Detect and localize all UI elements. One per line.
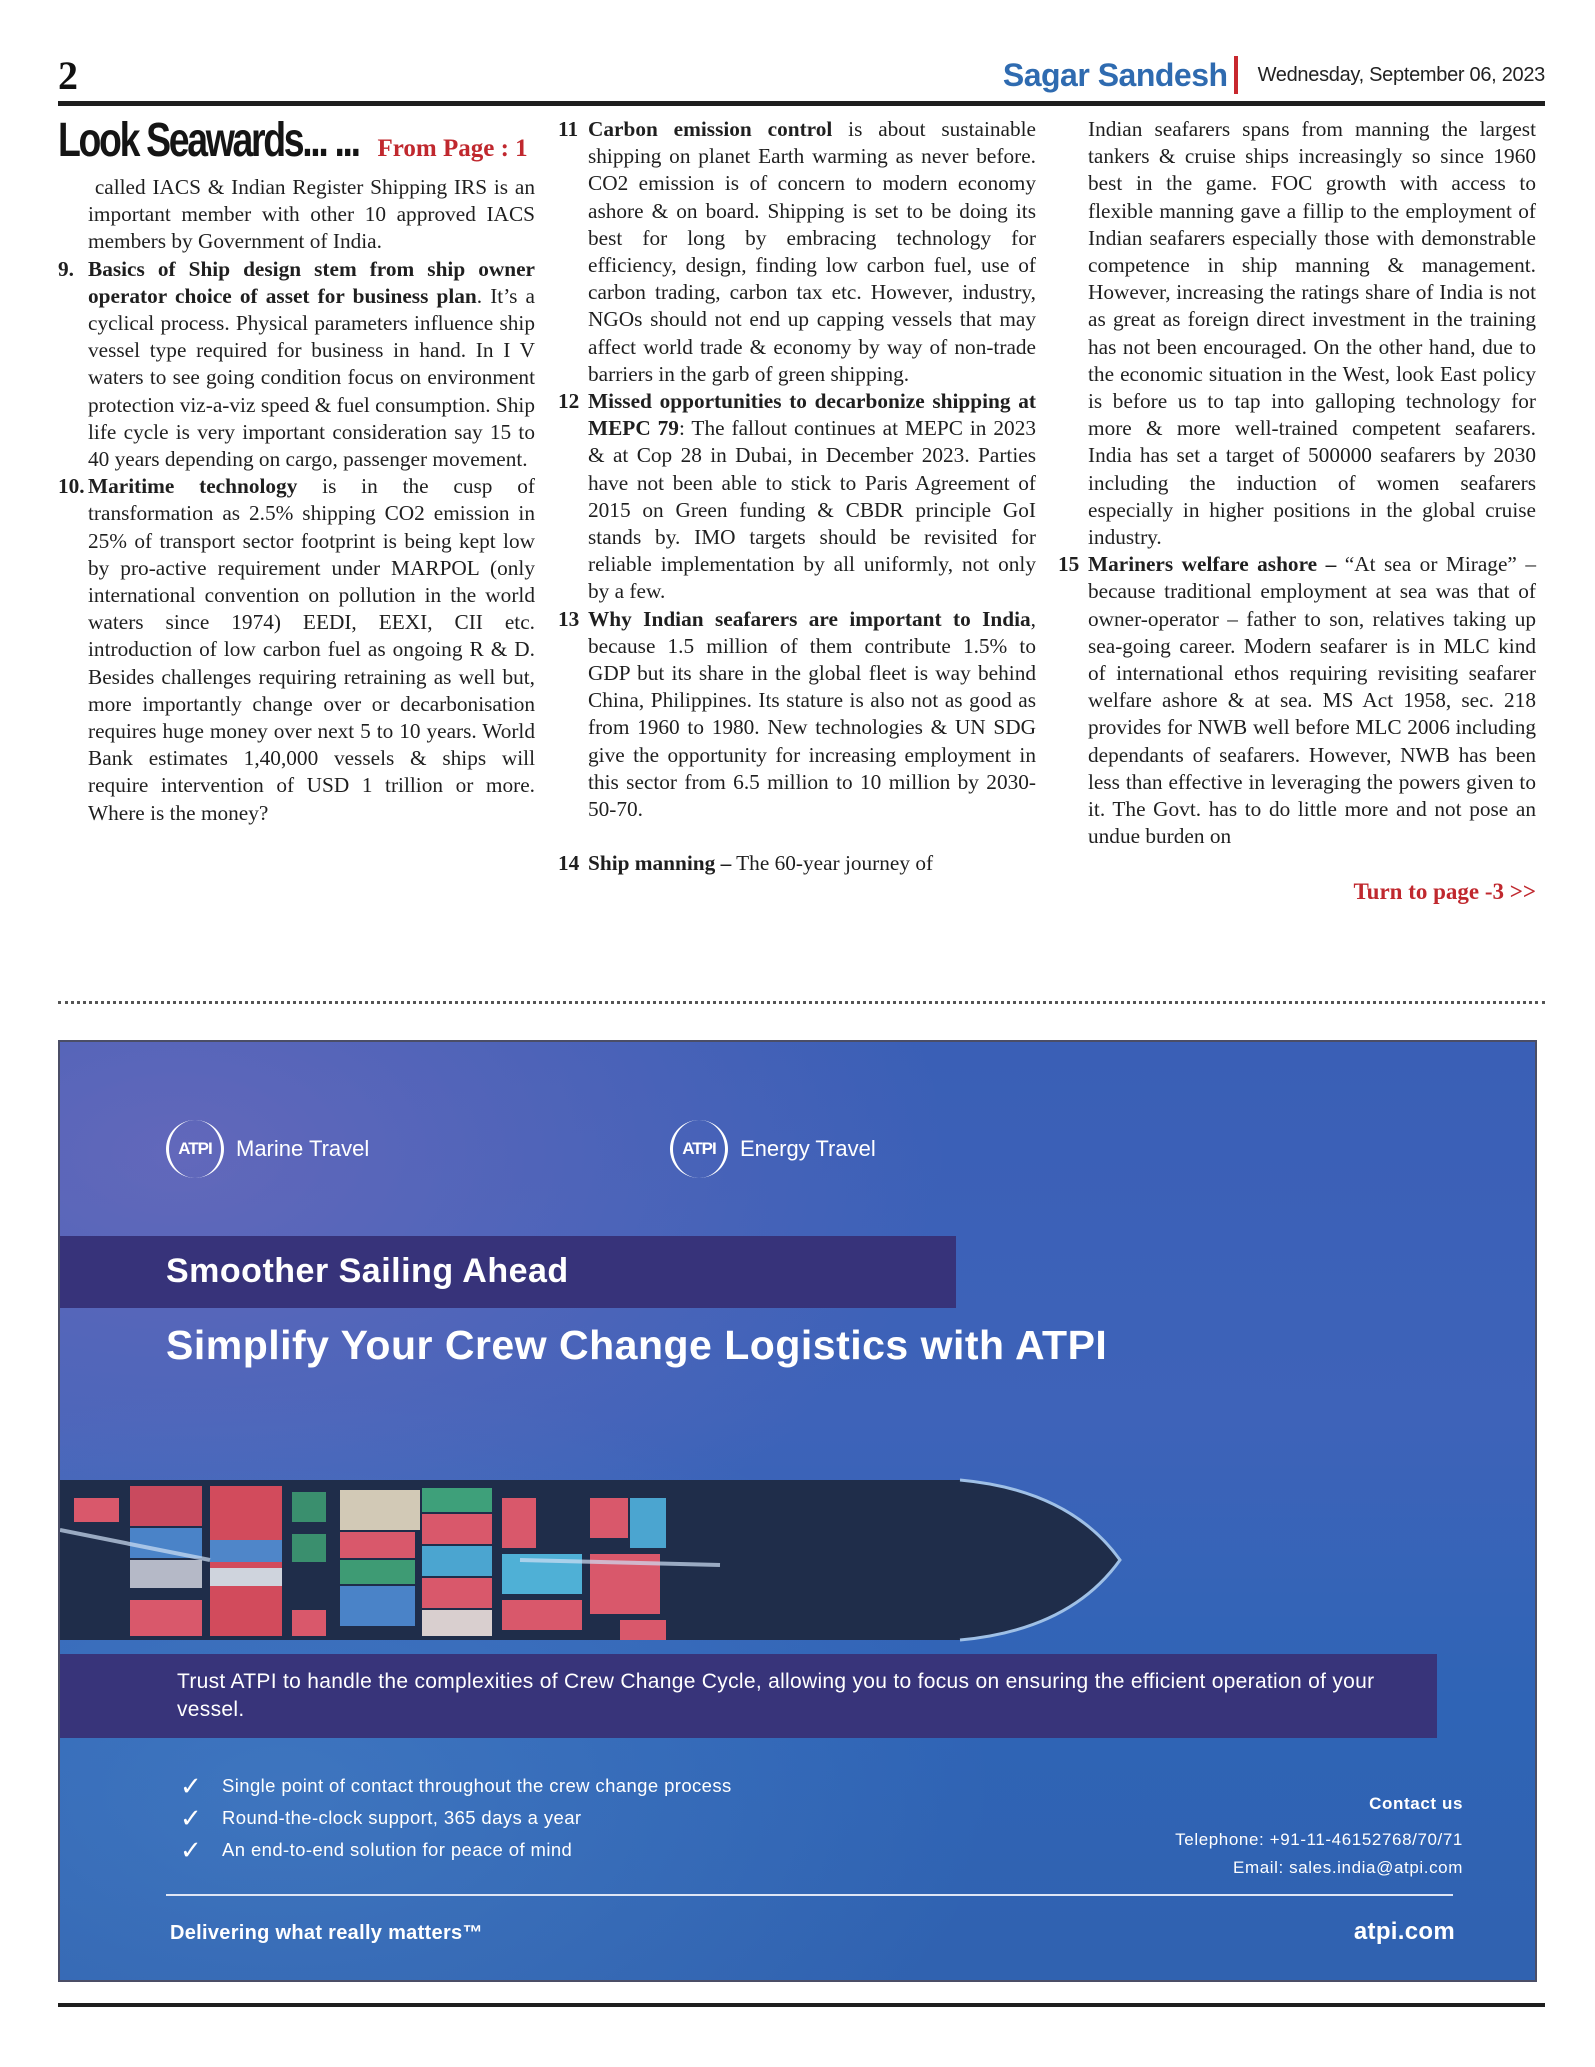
checkmark-icon: ✓	[180, 1834, 202, 1865]
masthead	[1003, 56, 1545, 94]
contact-block	[1175, 1790, 1463, 1882]
header-rule	[58, 101, 1545, 106]
list-item-12: 12 Missed opportunities to decarbonize shipping at MEPC 79: The fallout continues at MEPC in 2023 & at Cop 28 in Dubai, in December 2023. Parties have not been able to stick to Paris Agreement of 2015 on Green funding & CBDR principle GoI stands by. IMO targets should be revisited for reliable implementation by all uniformly, not only by a few.	[558, 389, 1036, 604]
turn-to-page-link[interactable]: Turn to page -3 >>	[1353, 879, 1536, 905]
list-item-14-continued: Indian seafarers spans from manning the largest tankers & cruise ships increasingly so since 1960 best in the game. FOC growth with access to flexible manning gave a fillip to the employment of Indian seafarers especially those with demonstrable competence in ship manning & management. However, increasing the ratings share of India is not as great as foreign direct investment in the training has not been encouraged. On the other hand, due to the economic situation in the West, look East policy is before us to tap into galloping technology for more & more well-trained competent seafarers. India has set a target of 500000 seafarers by 2030 including the induction of women seafarers especially in higher positions in the global cruise industry.	[1088, 117, 1536, 550]
benefit-item: ✓ Round-the-clock support, 365 days a year	[180, 1802, 582, 1833]
list-item-14: 14 Ship manning – The 60-year journey of	[558, 851, 934, 876]
headline-title: Look Seawards... ...	[58, 114, 359, 167]
benefits-list	[180, 1770, 732, 1866]
issue-date: Wednesday, September 06, 2023	[1257, 63, 1545, 86]
ad-tagline: Delivering what really matters™	[170, 1922, 483, 1944]
list-item-15: 15 Mariners welfare ashore – “At sea or Mirage” – because traditional employment at sea was that of owner-operator – father to son, relatives taking up sea-going career. Modern seafarer is in MLC kind of international ethos requiring revisiting seafarer welfare ashore & at sea. MS Act 1958, sec. 218 provides for NWB well before MLC 2006 including dependants of seafarers. However, NWB has been less than effective in leveraging the powers given to it. The Govt. has to do little more and not pose an undue burden on	[1058, 552, 1536, 849]
atpi-energy-travel-logo: ATPI Energy Travel	[670, 1120, 876, 1178]
footer-rule	[58, 2003, 1545, 2007]
article-column-1	[58, 116, 535, 827]
body-band	[60, 1654, 1437, 1738]
section-divider	[58, 1001, 1545, 1004]
list-item-9: 9. Basics of Ship design stem from ship owner operator choice of asset for business plan. It’s a cyclical process. Physical parameters influence ship vessel type required for business in hand. In I V waters to see going condition focus on environment protection viz-a-viz speed & fuel consumption. Ship life cycle is very important consideration say 15 to 40 years depending on cargo, passenger movement.	[58, 256, 536, 472]
contact-title: Contact us	[1369, 1794, 1463, 1813]
contact-telephone[interactable]: Telephone: +91-11-46152768/70/71	[1175, 1830, 1463, 1849]
list-item-11: 11 Carbon emission control is about sustainable shipping on planet Earth warming as never before. CO2 emission is of concern to modern economy ashore & on board. Shipping is set to be doing its best for long by embracing technology for efficiency, design, finding low carbon fuel, use of carbon trading, carbon tax etc. However, industry, NGOs should not end up capping vessels that may affect world trade & economy by way of non-trade barriers in the garb of green shipping.	[558, 117, 1037, 386]
article-column-2	[558, 116, 1036, 877]
intro-paragraph: called IACS & Indian Register Shipping IRS is an important member with other 10 approved IACS members by Government of India.	[88, 175, 535, 254]
brand-divider	[1234, 56, 1238, 94]
contact-email[interactable]: Email: sales.india@atpi.com	[1233, 1858, 1463, 1877]
atpi-logo-icon: ATPI	[166, 1120, 224, 1178]
continued-from-label[interactable]: From Page : 1	[377, 135, 528, 162]
brand-logo[interactable]: Sagar Sandesh	[1002, 56, 1228, 93]
kicker-band	[60, 1236, 956, 1308]
article-headline	[58, 116, 535, 166]
article-column-3	[1058, 116, 1536, 906]
ad-body: Trust ATPI to handle the complexities of Crew Change Cycle, allowing you to focus on ensuring the efficient operation of your vessel.	[177, 1670, 1375, 1721]
benefit-item: ✓ An end-to-end solution for peace of mind	[180, 1834, 573, 1865]
ad-kicker: Smoother Sailing Ahead	[166, 1252, 569, 1290]
ad-website-link[interactable]: atpi.com	[1353, 1918, 1455, 1945]
list-item-10: 10. Maritime technology is in the cusp of transformation as 2.5% shipping CO2 emission in 25% of transport sector footprint is being kept low by pro-active requirement under MARPOL (only international convention on pollution in the world waters since 1974) EEDI, EEXI, CII etc. introduction of low carbon fuel as ongoing R & D. Besides challenges requiring retraining as well but, more importantly change over or decarbonisation requires huge money over next 5 to 10 years. World Bank estimates 1,40,000 vessels & ships will require intervention of USD 1 trillion or more. Where is the money?	[58, 474, 536, 825]
benefit-item: ✓ Single point of contact throughout the crew change process	[180, 1770, 732, 1801]
checkmark-icon: ✓	[180, 1770, 202, 1801]
atpi-logo-icon: ATPI	[670, 1120, 728, 1178]
ad-divider	[166, 1894, 1453, 1896]
atpi-marine-travel-logo: ATPI Marine Travel	[166, 1120, 369, 1178]
checkmark-icon: ✓	[180, 1802, 202, 1833]
page-number: 2	[58, 53, 78, 98]
ad-headline: Simplify Your Crew Change Logistics with ATPI	[166, 1322, 1108, 1368]
container-ship-illustration	[60, 1450, 1130, 1670]
list-item-13: 13 Why Indian seafarers are important to India, because 1.5 million of them contribute 1.5% to GDP but its share in the global fleet is way behind China, Philippines. Its stature is also not as good as from 1960 to 1980. New technologies & UN SDG give the opportunity for increasing employment in this sector from 6.5 million to 10 million by 2030-50-70.	[558, 606, 1036, 822]
atpi-advertisement[interactable]	[58, 1040, 1537, 1982]
